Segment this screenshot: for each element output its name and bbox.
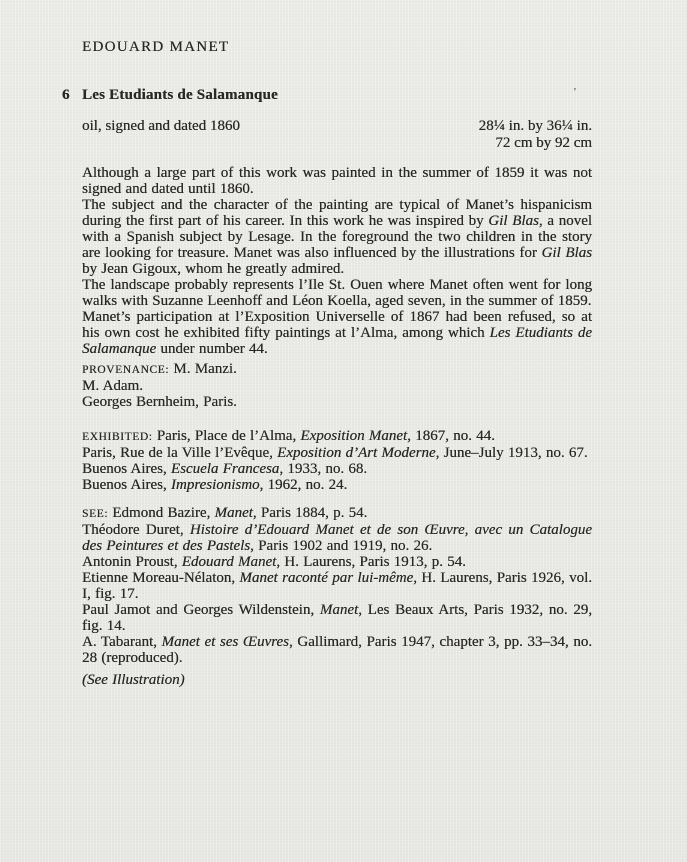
medium-line: oil, signed and dated 1860 — [82, 118, 240, 134]
see-illustration-note — [82, 672, 592, 688]
catalog-entry-heading — [62, 86, 592, 104]
description-paragraph: Manet’s participation at l’Exposition Universelle of 1867 had been refused, so at his own cost he exhibited fifty paintings at l’Alma, among which Les Etudiants de Salamanque under number 44. — [82, 309, 592, 357]
print-artifact: ’ — [573, 86, 577, 98]
reference-entry: Paul Jamot and Georges Wildenstein, Manet, Les Beaux Arts, Paris 1932, no. 29, fig. 14. — [82, 602, 592, 634]
reference-entry: Etienne Moreau-Nélaton, Manet raconté par lui-même, H. Laurens, Paris 1926, vol. I, fig. 17. — [82, 570, 592, 602]
description-paragraph: The landscape probably represents l’Ile St. Ouen where Manet often went for long walks with Suzanne Leenhoff and Léon Koella, aged seven, in the summer of 1859. — [82, 277, 592, 309]
reference-entry: SEE: Edmond Bazire, Manet, Paris 1884, p. 54. — [82, 505, 368, 521]
reference-entry: Théodore Duret, Histoire d’Edouard Manet et de son Œuvre, avec un Catalogue des Peintures et des Pastels, Paris 1902 and 1919, no. 26. — [82, 522, 592, 554]
provenance-entry: PROVENANCE: M. Manzi. — [82, 361, 237, 377]
medium-dimensions-row — [82, 118, 592, 152]
see-references-section — [82, 505, 592, 666]
provenance-entry: Georges Bernheim, Paris. — [82, 394, 237, 410]
description-paragraph: The subject and the character of the painting are typical of Manet’s hispanicism during the first part of his career. In this work he was inspired by Gil Blas, a novel with a Spanish subject by Lesage. In the foreground the two children in the story are looking for treasure. Manet was also influenced by the illustrations for Gil Blas by Jean Gigoux, whom he greatly admired. — [82, 197, 592, 277]
exhibited-entry: Buenos Aires, Impresionismo, 1962, no. 24. — [82, 477, 348, 493]
catalog-number: 6 — [62, 87, 70, 103]
reference-entry: Antonin Proust, Edouard Manet, H. Laurens, Paris 1913, p. 54. — [82, 554, 466, 570]
see-illustration-text: (See Illustration) — [82, 672, 185, 688]
description-body — [82, 165, 592, 357]
reference-entry: A. Tabarant, Manet et ses Œuvres, Gallimard, Paris 1947, chapter 3, pp. 33–34, no. 28 (reproduced). — [82, 634, 593, 666]
dimensions-inches: 28¼ in. by 36¼ in. — [478, 118, 592, 134]
provenance-entry: M. Adam. — [82, 378, 143, 394]
exhibited-entry: Paris, Rue de la Ville l’Evêque, Exposition d’Art Moderne, June–July 1913, no. 67. — [82, 445, 588, 461]
exhibited-entry: Buenos Aires, Escuela Francesa, 1933, no. 68. — [82, 461, 368, 477]
dimensions-cm: 72 cm by 92 cm — [495, 135, 592, 151]
dimensions-block — [479, 118, 592, 152]
exhibited-entry: EXHIBITED: Paris, Place de l’Alma, Exposition Manet, 1867, no. 44. — [82, 428, 495, 444]
artist-header: EDOUARD MANET — [82, 39, 230, 55]
exhibited-section — [82, 428, 592, 493]
description-paragraph: Although a large part of this work was painted in the summer of 1859 it was not signed and dated until 1860. — [82, 165, 592, 197]
provenance-section — [82, 361, 592, 410]
artwork-title: Les Etudiants de Salamanque — [82, 87, 278, 103]
